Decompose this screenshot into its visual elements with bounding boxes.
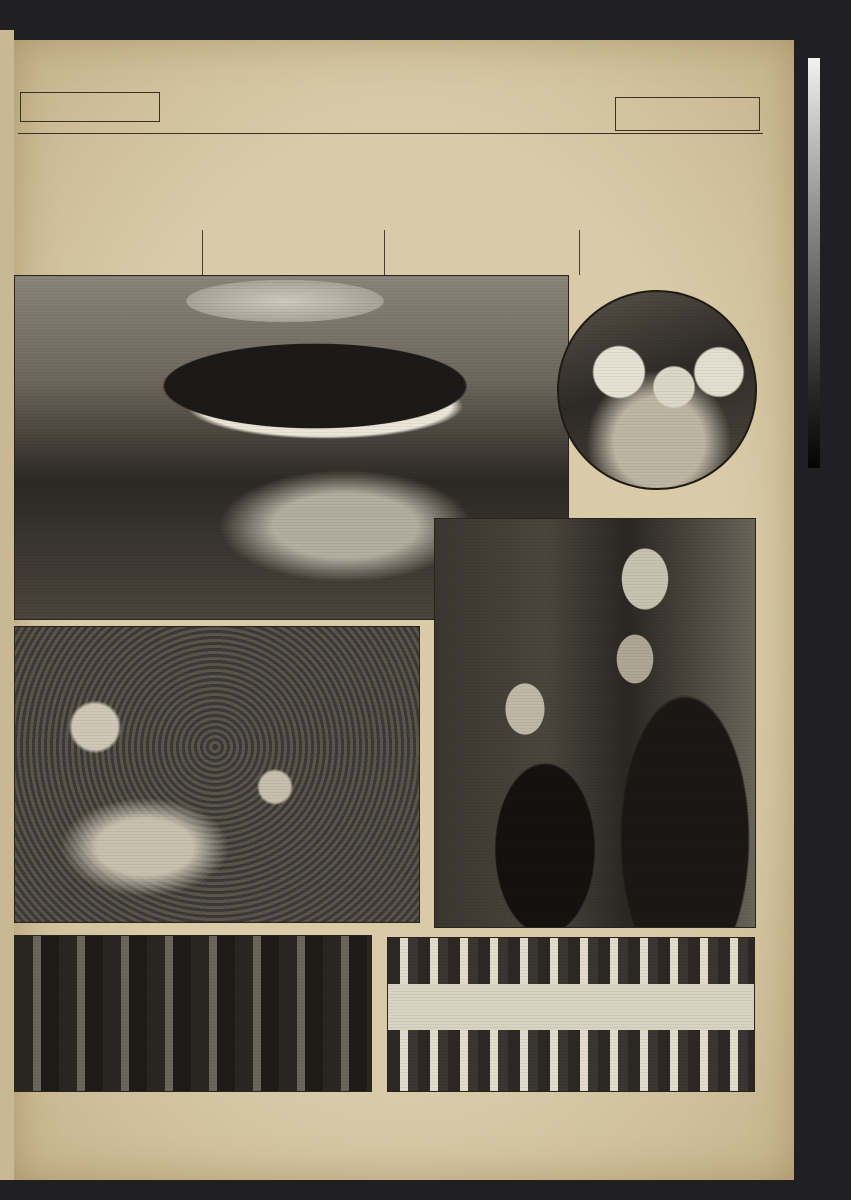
masthead-rule (18, 133, 763, 134)
grayscale-calibration-strip (808, 58, 820, 468)
photo-escuela-militar (387, 937, 755, 1092)
article-column-4 (583, 230, 761, 278)
column-rule (579, 230, 580, 275)
photo-cueca-multitud (14, 626, 420, 923)
photo-boy-scouts (14, 935, 372, 1092)
article-column-3 (388, 230, 576, 278)
photo-pequenuelas (557, 290, 757, 490)
column-rule (202, 230, 203, 275)
column-rule (384, 230, 385, 275)
dateline-box (615, 97, 760, 131)
weather-box (20, 92, 160, 122)
photo-presidente-tribuna (434, 518, 756, 928)
adjacent-page-edge (0, 30, 14, 1180)
article-column-1 (24, 230, 199, 278)
article-column-2 (206, 230, 381, 278)
